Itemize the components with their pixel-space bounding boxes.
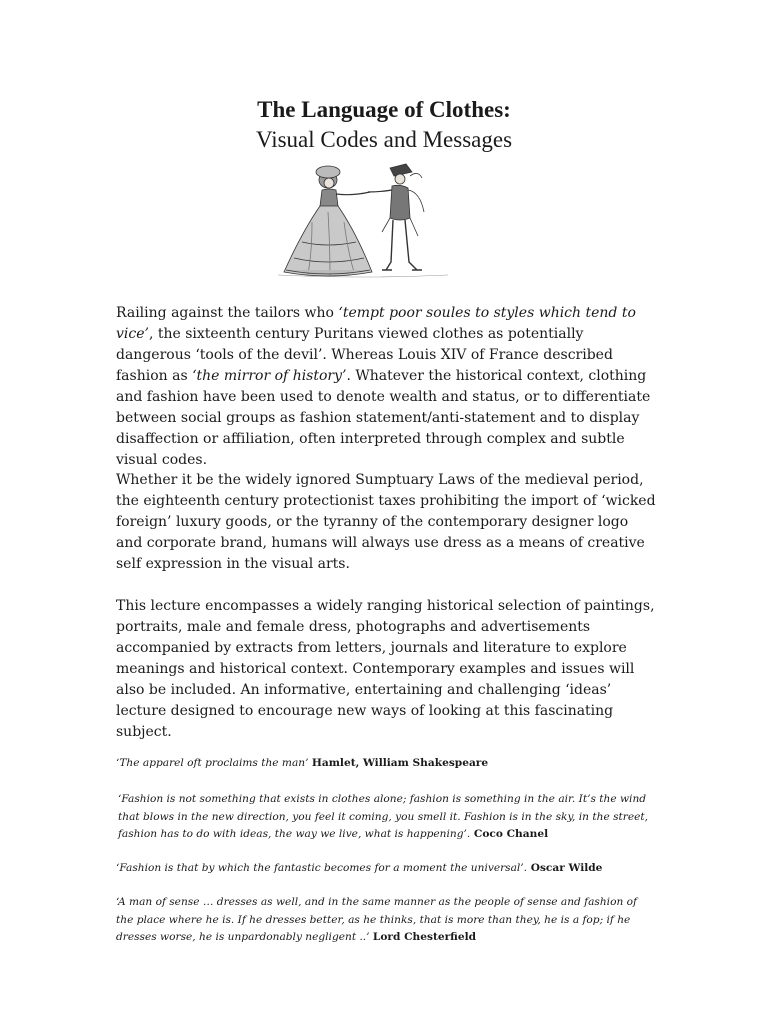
- quote-text: ‘Fashion is that by which the fantastic becomes for a moment the universal’.: [116, 862, 528, 874]
- quote-text: ‘Fashion is not something that exists in clothes alone; fashion is something in the air. It’s the wind that blows in the new direction, you feel it coming, you smell it. Fashion is in the sky, in the street, fashion has to do with ideas, the way we live, what is happening’.: [118, 793, 649, 840]
- quote-author: Coco Chanel: [470, 828, 549, 840]
- third-paragraph: [116, 596, 656, 743]
- p1-quote-1: ‘tempt poor soules to styles which tend to vice’: [116, 305, 636, 342]
- quote-author: Hamlet, William Shakespeare: [311, 757, 489, 769]
- p1-text-3: . Whatever the historical context, clothing and fashion have been used to denote wealth and status, or to differentiate between social groups as fashion statement/anti-statement and to display disaffection or affiliation, often interpreted through complex and subtle visual codes.: [116, 368, 651, 468]
- page-subtitle: Visual Codes and Messages: [255, 127, 513, 152]
- p1-quote-2: ‘the mirror of history’: [192, 368, 347, 384]
- quote-shakespeare: [116, 755, 646, 773]
- quote-text: ‘The apparel oft proclaims the man’: [116, 757, 312, 769]
- p3-text: This lecture encompasses a widely ranging historical selection of paintings, portraits, male and female dress, photographs and advertisements accompanied by extracts from letters, journals and literature to explore meanings and historical context. Contemporary examples and issues will also be included. An informative, entertaining and challenging ‘ideas’ lecture designed to encourage new ways of looking at this fascinating subject.: [116, 598, 655, 740]
- p1-text-1: Railing against the tailors who: [116, 305, 339, 321]
- lady-figure: [284, 166, 372, 276]
- quote-wilde: [116, 860, 646, 878]
- intro-paragraph: [116, 303, 656, 471]
- quote-chanel: [118, 791, 648, 844]
- second-paragraph: [116, 470, 656, 575]
- quote-text: ‘A man of sense … dresses as well, and in the same manner as the people of sense and fashion of the place where he is. If he dresses better, as he thinks, that is more than they, he is a fop; if he dresses worse, he is unpardonably negligent ..’: [116, 896, 637, 943]
- p1-text-2: , the sixteenth century Puritans viewed clothes as potentially dangerous ‘tools of the devil’. Whereas Louis XIV of France described fashion as: [116, 326, 613, 384]
- gentleman-figure: [368, 164, 424, 270]
- quote-author: Lord Chesterfield: [372, 931, 477, 943]
- quote-author: Oscar Wilde: [527, 862, 603, 874]
- page-title: The Language of Clothes:: [257, 97, 511, 122]
- quote-chesterfield: [116, 894, 646, 947]
- p2-text: Whether it be the widely ignored Sumptuary Laws of the medieval period, the eighteenth century protectionist taxes prohibiting the import of ‘wicked foreign’ luxury goods, or the tyranny of the contemporary designer logo and corporate brand, humans will always use dress as a means of creative self expression in the visual arts.: [116, 472, 656, 572]
- dancing-couple-illustration: [272, 162, 452, 278]
